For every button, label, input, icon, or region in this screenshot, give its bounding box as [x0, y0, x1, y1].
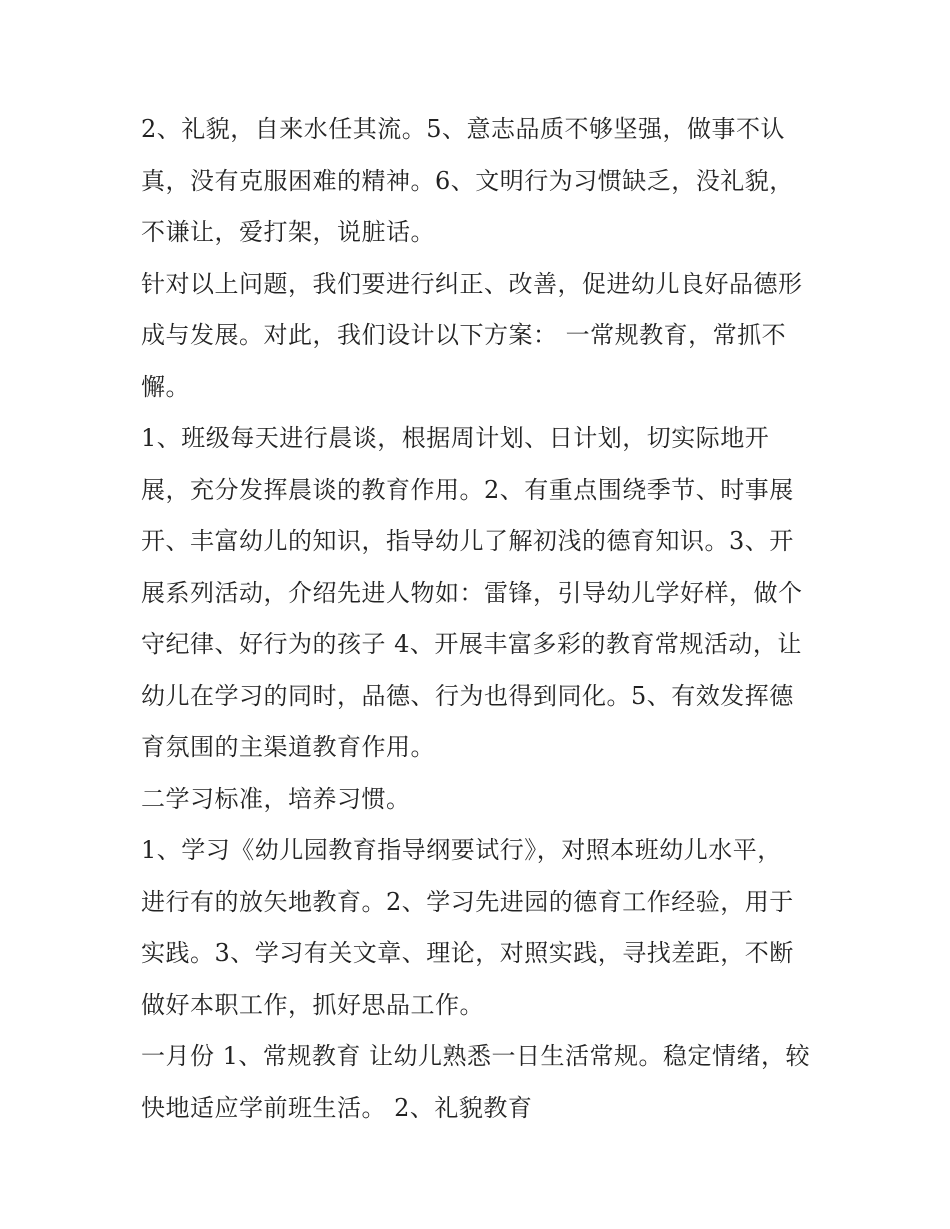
text-line: 2、礼貌，自来水任其流。5、意志品质不够坚强，做事不认 — [141, 115, 786, 143]
paragraph-5 — [141, 825, 821, 1031]
text-line: 进行有的放矢地教育。2、学习先进园的德育工作经验，用于 — [141, 887, 794, 916]
text-line: 育氛围的主渠道教育作用。 — [141, 733, 435, 761]
text-line: 开、丰富幼儿的知识，指导幼儿了解初浅的德育知识。3、开 — [141, 527, 794, 555]
text-line: 成与发展。对此，我们设计以下方案： 一常规教育，常抓不 — [141, 321, 787, 349]
text-line: 展系列活动，介绍先进人物如：雷锋，引导幼儿学好样，做个 — [141, 578, 803, 607]
paragraph-2 — [141, 259, 821, 414]
text-line: 守纪律、好行为的孩子 4、开展丰富多彩的教育常规活动，让 — [141, 630, 802, 658]
text-line: 快地适应学前班生活。 2、礼貌教育 — [141, 1093, 533, 1122]
document-body — [141, 104, 821, 1134]
text-line: 一月份 1、常规教育 让幼儿熟悉一日生活常规。稳定情绪，较 — [141, 1042, 811, 1070]
text-line: 懈。 — [141, 372, 190, 401]
paragraph-4-heading — [141, 774, 821, 826]
paragraph-6 — [141, 1031, 821, 1134]
paragraph-3 — [141, 413, 821, 774]
text-line: 幼儿在学习的同时，品德、行为也得到同化。5、有效发挥德 — [141, 681, 794, 710]
text-line: 做好本职工作，抓好思品工作。 — [141, 990, 484, 1019]
text-line: 1、学习《幼儿园教育指导纲要试行》，对照本班幼儿水平， — [141, 836, 782, 864]
text-line: 二学习标准，培养习惯。 — [141, 784, 411, 813]
text-line: 展，充分发挥晨谈的教育作用。2、有重点围绕季节、时事展 — [141, 475, 794, 504]
text-line: 针对以上问题，我们要进行纠正、改善，促进幼儿良好品德形 — [141, 269, 803, 298]
text-line: 真，没有克服困难的精神。6、文明行为习惯缺乏，没礼貌， — [141, 166, 794, 195]
paragraph-1 — [141, 104, 821, 259]
text-line: 不谦让，爱打架，说脏话。 — [141, 218, 435, 246]
text-line: 实践。3、学习有关文章、理论，对照实践，寻找差距，不断 — [141, 939, 794, 967]
text-line: 1、班级每天进行晨谈，根据周计划、日计划，切实际地开 — [141, 424, 770, 452]
